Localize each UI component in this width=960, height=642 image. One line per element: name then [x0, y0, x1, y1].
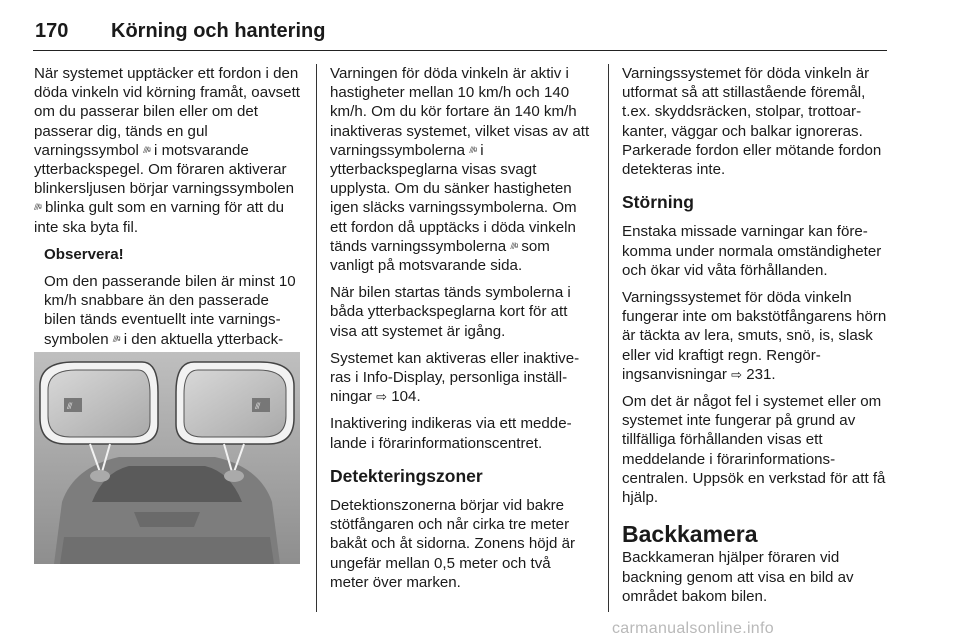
note-title: Observera!	[44, 245, 124, 263]
paragraph: Systemet kan aktiveras eller inaktiveras i Info-Display, personliga inställningar ⇨ 104.	[330, 349, 580, 406]
page-number: 170	[35, 20, 69, 42]
blind-spot-mirrors-illustration	[34, 352, 300, 564]
paragraph: När bilen startas tänds symbolerna i båda ytterbackspeglarna kort för att visa att systemet är igång.	[330, 284, 571, 340]
blind-spot-warning-icon: ⫻ᵍ	[143, 144, 150, 155]
paragraph: När systemet upptäcker ett fordon i den döda vinkeln vid körning framåt, oavsett om du passerar bilen eller om det passerar dig, tänds en gul varningssymbol ⫻ᵍ i motsvarande ytterbackspegel. Om föraren aktiverar blinkersljusen börjar varningssymbolen ⫻ᵍ blinka gult som en varning för att du inte ska byta fil.	[34, 65, 300, 236]
page-reference-link[interactable]: 104.	[391, 388, 421, 406]
column-1	[34, 64, 300, 376]
chapter-title: Körning och hantering	[111, 20, 326, 42]
paragraph: Inaktivering indikeras via ett meddelande i förarinformationscentret.	[330, 415, 572, 452]
column-2	[330, 64, 592, 600]
blind-spot-warning-icon: ⫻ᵍ	[112, 333, 120, 344]
svg-text:⫻: ⫻	[255, 402, 261, 412]
paragraph: Enstaka missade varningar kan förekomma under normala omständigheter och ökar vid våta förhållanden.	[622, 223, 882, 279]
paragraph: Varningen för döda vinkeln är aktiv i hastigheter mellan 10 km/h och 140 km/h. Om du kör fortare än 140 km/h inaktiveras systemet, vilket visas av att varningssymbolerna ⫻ᵍ i ytterbackspeglarna visas svagt upplysta. Om du sänker hastigheten igen släcks varningssymbolerna. Om ett fordon då upptäcks i döda vinkeln tänds varningssymbolerna ⫻ᵍ som vanligt på motsvarande sida.	[330, 65, 590, 275]
svg-text:⫻: ⫻	[67, 402, 73, 412]
paragraph: Detektionszonerna börjar vid bakre stötfångaren och når cirka tre meter bakåt och åt sidorna. Zonens höjd är ungefär mellan 0,5 meter och två meter över marken.	[330, 497, 576, 591]
note-text: Om den passerande bilen är minst 10 km/h snabbare än den passerade bilen tänds eventuellt inte varningssymbolen ⫻ᵍ i den aktuella ytterback	[44, 273, 296, 348]
blind-spot-warning-icon: ⫻ᵍ	[469, 144, 477, 155]
column-divider	[316, 64, 317, 612]
chapter-heading: Backkamera	[622, 521, 758, 548]
page-reference-arrow-icon: ⇨	[376, 389, 388, 405]
note-box	[44, 245, 300, 368]
page-header	[33, 14, 887, 50]
paragraph: Om det är något fel i systemet eller om systemet inte fungerar på grund av tillfälliga förhållanden visas ett meddelande i förarinformationscentralen. Uppsök en verkstad för att få hjälp.	[622, 393, 886, 507]
paragraph: Backkameran hjälper föraren vid backning genom att visa en bild av området bakom bilen.	[622, 549, 854, 605]
section-heading: Detekteringszoner	[330, 465, 483, 486]
paragraph: Varningssystemet för döda vinkeln är utformat så att stillastående föremål, t.ex. skyddsräcken, stolpar, trottoarkanter, väggar och balkar ignoreras. Parkerade fordon eller mötande fordon detekteras inte.	[622, 65, 882, 179]
paragraph: Varningssystemet för döda vinkeln fungerar inte om bakstötfångarens hörn är täckta av lera, smuts, snö, is, slask eller vid kraftigt regn. Rengöringsanvisningar ⇨ 231.	[622, 289, 887, 383]
blind-spot-warning-icon: ⫻ᵍ	[34, 202, 41, 213]
header-divider	[33, 50, 887, 51]
watermark: carmanualsonline.info	[612, 620, 774, 637]
column-divider	[608, 64, 609, 612]
page-reference-arrow-icon: ⇨	[731, 366, 742, 382]
blind-spot-warning-icon: ⫻ᵍ	[510, 240, 518, 251]
section-heading: Störning	[622, 192, 694, 213]
page-reference-link[interactable]: 231.	[746, 365, 776, 383]
column-3	[622, 64, 888, 614]
